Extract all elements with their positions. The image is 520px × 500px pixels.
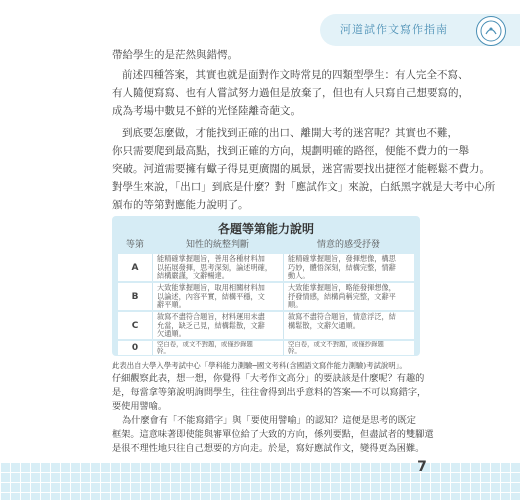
text-line: 帶給學生的是茫然與錯愕。 [112, 49, 238, 61]
table-row [118, 254, 414, 281]
text-line: 為什麼會有「不能寫錯字」與「要使用譬喻」的認知？這便是思考的既定 [122, 415, 416, 426]
cell-line: 允當，缺乏己見，結構鬆散，文辭 [157, 320, 265, 330]
table-header-cell: 知性的統整判斷 [185, 240, 249, 250]
circular-seal-icon [476, 16, 506, 46]
table-cell [152, 254, 283, 281]
cell-line: 幹。 [288, 347, 301, 355]
running-header-title: 河道試作文寫作指南 [340, 23, 448, 36]
cell-line: 構鬆散，文辭欠通順。 [288, 320, 360, 330]
table-cell [152, 341, 283, 355]
cell-line: 抒發情感，結構尚稱完整，文辭平 [288, 291, 396, 301]
text-line: 框架。這意味著即使能與審單位給了大致的方向，係列要點，但盡試者的雙腳還 [112, 429, 434, 440]
text-line: 到底要怎麼做，才能找到正確的出口、離開大考的迷宮呢？其實也不難， [122, 127, 458, 139]
table-header-cell: 情意的感受抒發 [316, 240, 380, 250]
cell-line: 動人。 [288, 271, 310, 280]
text-line: 有人隨便寫寫、也有人嘗試努力過但是放棄了，但也有人只寫自己想要寫的， [112, 87, 469, 99]
table-cell [152, 312, 283, 339]
text-line: 前述四種答案，其實也就是面對作文時常見的四類型學生：有人完全不寫、 [122, 69, 469, 81]
text-line: 是，每當拿等第說明詢問學生，往往會得到出乎意料的答案──不可以寫錯字， [112, 387, 427, 398]
body-paragraph [112, 124, 496, 214]
grade-label: A [131, 262, 139, 273]
grade-table-panel [112, 216, 420, 356]
table-cell [152, 283, 283, 310]
text-line: 對學生來說，「出口」到底是什麼？對「應試作文」來說，白紙黑字就是大考中心所 [112, 181, 496, 193]
table-title: 各題等第能力說明 [217, 222, 314, 236]
table-row [118, 283, 414, 310]
grid-footer-decoration [0, 462, 520, 500]
table-cell [283, 312, 414, 339]
grade-label: 0 [131, 343, 139, 353]
cell-line: 順。 [288, 300, 303, 309]
text-line: 要使用譬喻。 [112, 401, 168, 412]
cell-line: 大致能掌握題旨，略能發揮想像， [288, 283, 396, 292]
text-line: 成為考場中數見不鮮的光怪陸離奇葩文。 [112, 105, 301, 117]
text-line: 仔細觀察此表，想一想，你覺得「大考作文高分」的要訣該是什麼呢？有趣的 [112, 373, 425, 384]
table-row [118, 341, 414, 355]
cell-line: 敘寫不盡符合題旨，情意浮泛，結 [288, 312, 396, 321]
text-line: 你只需要爬到最高點，找到正確的方向，規劃明確的路徑，便能不費力的一舉 [112, 145, 469, 157]
table-header-row [118, 236, 414, 254]
page-number: 7 [417, 459, 427, 475]
cell-line: 結構嚴謹，文辭暢達。 [157, 271, 229, 280]
body-paragraph [112, 414, 434, 456]
cell-line: 能精確掌握題旨，善用各種材料加 [157, 254, 265, 263]
text-line: 是很不理性地只往自己想要的方向走。於是，寫好應試作文，變得更為困難。 [112, 443, 425, 454]
table-cell [283, 283, 414, 310]
table-cell [283, 341, 414, 355]
body-paragraph [112, 66, 469, 120]
body-paragraph [112, 46, 420, 64]
cell-line: 大致能掌握題旨，取用相關材料加 [157, 283, 265, 292]
cell-line: 敘寫不盡符合題旨，材料運用未盡 [157, 312, 265, 321]
table-header-cell: 等第 [125, 240, 144, 250]
table-row [118, 312, 414, 339]
cell-line: 欠通順。 [157, 329, 186, 338]
grade-label: C [131, 320, 139, 331]
table-caption: 此表出自大學入學考試中心「學科能力測驗─國文考科(含國語文寫作能力測驗)考試說明」。 [112, 361, 407, 370]
cell-line: 能精確掌握題旨，發揮想像，構思 [288, 254, 396, 263]
cell-line: 巧妙，體悟深刻，結構完整，情辭 [288, 262, 396, 272]
text-line: 突破。河道需要擁有蠍子得見更廣闊的風景，迷宮需要找出捷徑才能輕鬆不費力。 [112, 163, 490, 175]
cell-line: 空白卷，或文不對題，或僅抄錄題 [157, 341, 253, 348]
table-cell [283, 254, 414, 281]
cell-line: 空白卷，或文不對題，或僅抄錄題 [288, 341, 384, 348]
cell-line: 以拓展發揮，思考深刻，論述明確， [157, 262, 273, 272]
grade-label: B [131, 291, 139, 302]
cell-line: 辭平順。 [157, 300, 186, 309]
cell-line: 幹。 [157, 347, 170, 355]
cell-line: 以論述，內容平實，結構平穩，文 [157, 291, 265, 301]
text-line: 頒布的等第對應能力說明了。 [112, 199, 249, 211]
body-paragraph [112, 372, 427, 414]
